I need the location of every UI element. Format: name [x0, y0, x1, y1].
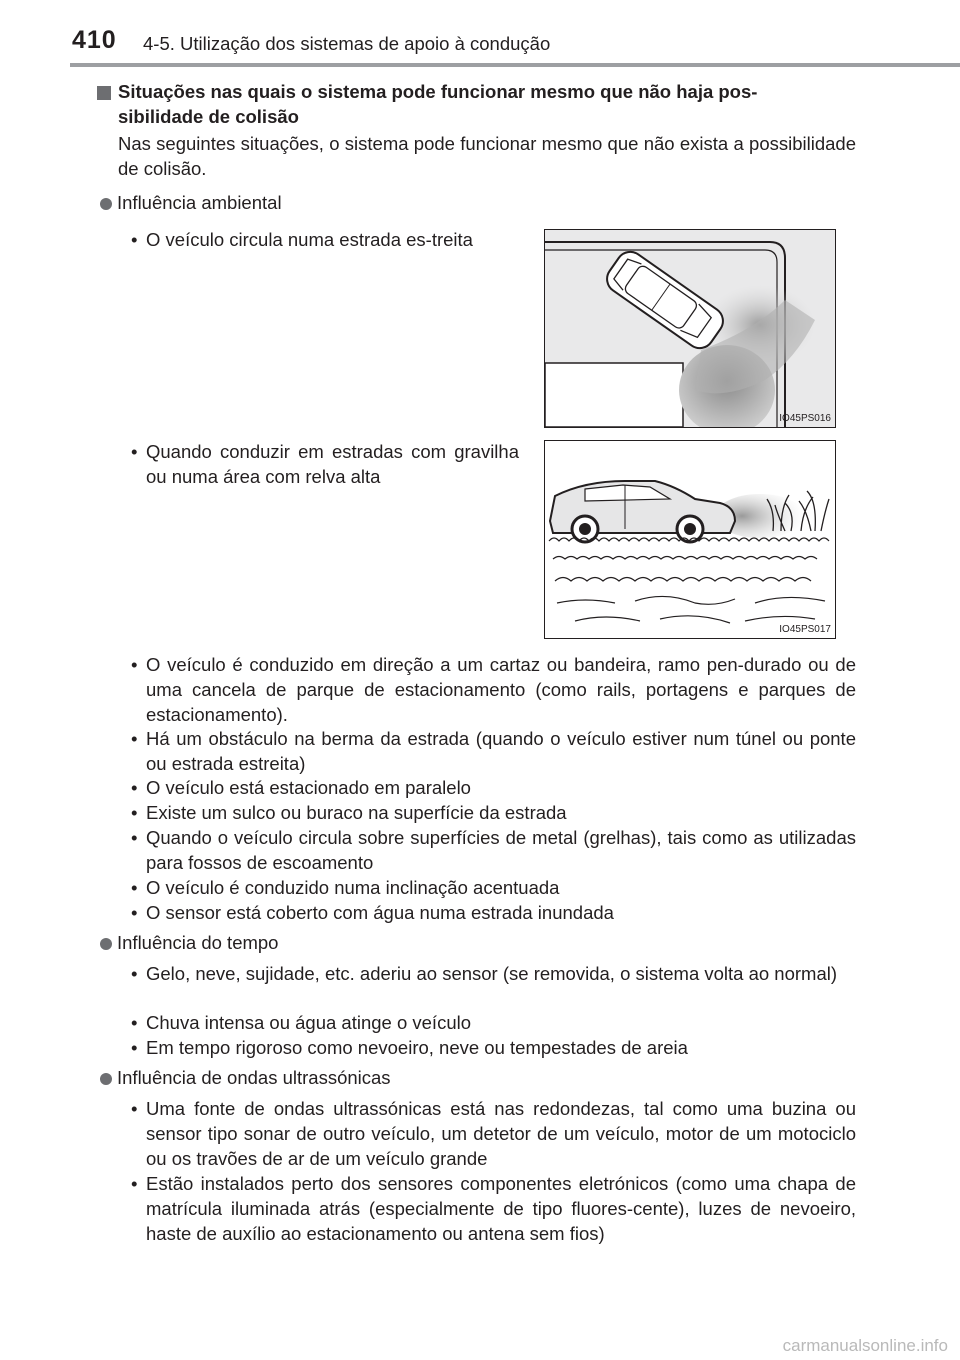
category-label: Influência de ondas ultrassónicas [117, 1067, 391, 1088]
section-square-icon [97, 86, 111, 100]
list-item: • Em tempo rigoroso como nevoeiro, neve ou tempestades de areia [131, 1037, 688, 1058]
list-item: • O veículo é conduzido em direção a um cartaz ou bandeira, ramo pen-durado ou de uma cancela de parque de estacionamento (como rails, portagens e parques de estacionamento). [131, 654, 856, 725]
page-header [0, 0, 960, 64]
figure-code: IO45PS017 [779, 624, 831, 635]
list-item: • Chuva intensa ou água atinge o veículo [131, 1012, 472, 1033]
list-item: • Há um obstáculo na berma da estrada (quando o veículo estiver num túnel ou ponte ou estrada estreita) [131, 728, 856, 774]
section-heading [118, 80, 858, 129]
section-heading-line2: sibilidade de colisão [118, 105, 299, 127]
category-label: Influência ambiental [117, 192, 282, 213]
category-environment [100, 191, 282, 215]
category-weather [100, 931, 278, 955]
category-label: Influência do tempo [117, 932, 279, 953]
list-item: • O veículo é conduzido numa inclinação acentuada [131, 877, 560, 898]
list-item: • O veículo está estacionado em paralelo [131, 777, 471, 798]
list-item: • O sensor está coberto com água numa estrada inundada [131, 902, 614, 923]
list-item: • Uma fonte de ondas ultrassónicas está nas redondezas, tal como uma buzina ou sensor tipo sonar de outro veículo, um detetor de um veículo, motor de um motociclo ou os travões de ar de um veículo grande [131, 1098, 856, 1169]
list-item: • Quando conduzir em estradas com gravilha ou numa área com relva alta [131, 441, 519, 487]
watermark: carmanualsonline.info [782, 1336, 948, 1355]
section-heading-line1: Situações nas quais o sistema pode funcionar mesmo que não haja pos- [118, 81, 758, 102]
list-item: • Gelo, neve, sujidade, etc. aderiu ao sensor (se removida, o sistema volta ao normal) [131, 963, 838, 984]
figure-narrow-road [544, 229, 836, 428]
car-gravel-grass-illustration [545, 441, 835, 638]
list-item: • Existe um sulco ou buraco na superfície da estrada [131, 802, 567, 823]
section-intro: Nas seguintes situações, o sistema pode funcionar mesmo que não exista a possibilidade de colisão. [118, 133, 856, 179]
figure-gravel-grass [544, 440, 836, 639]
header-rule [70, 63, 960, 67]
bullet-dot-icon [100, 938, 112, 950]
bullet-dot-icon [100, 1073, 112, 1085]
list-item: • O veículo circula numa estrada es-treita [131, 229, 473, 250]
figure-code: IO45PS016 [779, 413, 831, 424]
category-ultrasonic [100, 1066, 391, 1090]
car-narrow-road-illustration [545, 230, 835, 427]
bullet-dot-icon [100, 198, 112, 210]
page-number: 410 [72, 26, 117, 54]
chapter-title: 4-5. Utilização dos sistemas de apoio à condução [143, 33, 551, 54]
list-item: • Quando o veículo circula sobre superfícies de metal (grelhas), tais como as utilizadas para fossos de escoamento [131, 827, 856, 873]
list-item: • Estão instalados perto dos sensores componentes eletrónicos (como uma chapa de matrícula iluminada atrás (especialmente de tipo fluores-cente), luzes de nevoeiro, haste de auxílio ao estacionamento ou antena sem fios) [131, 1173, 856, 1244]
